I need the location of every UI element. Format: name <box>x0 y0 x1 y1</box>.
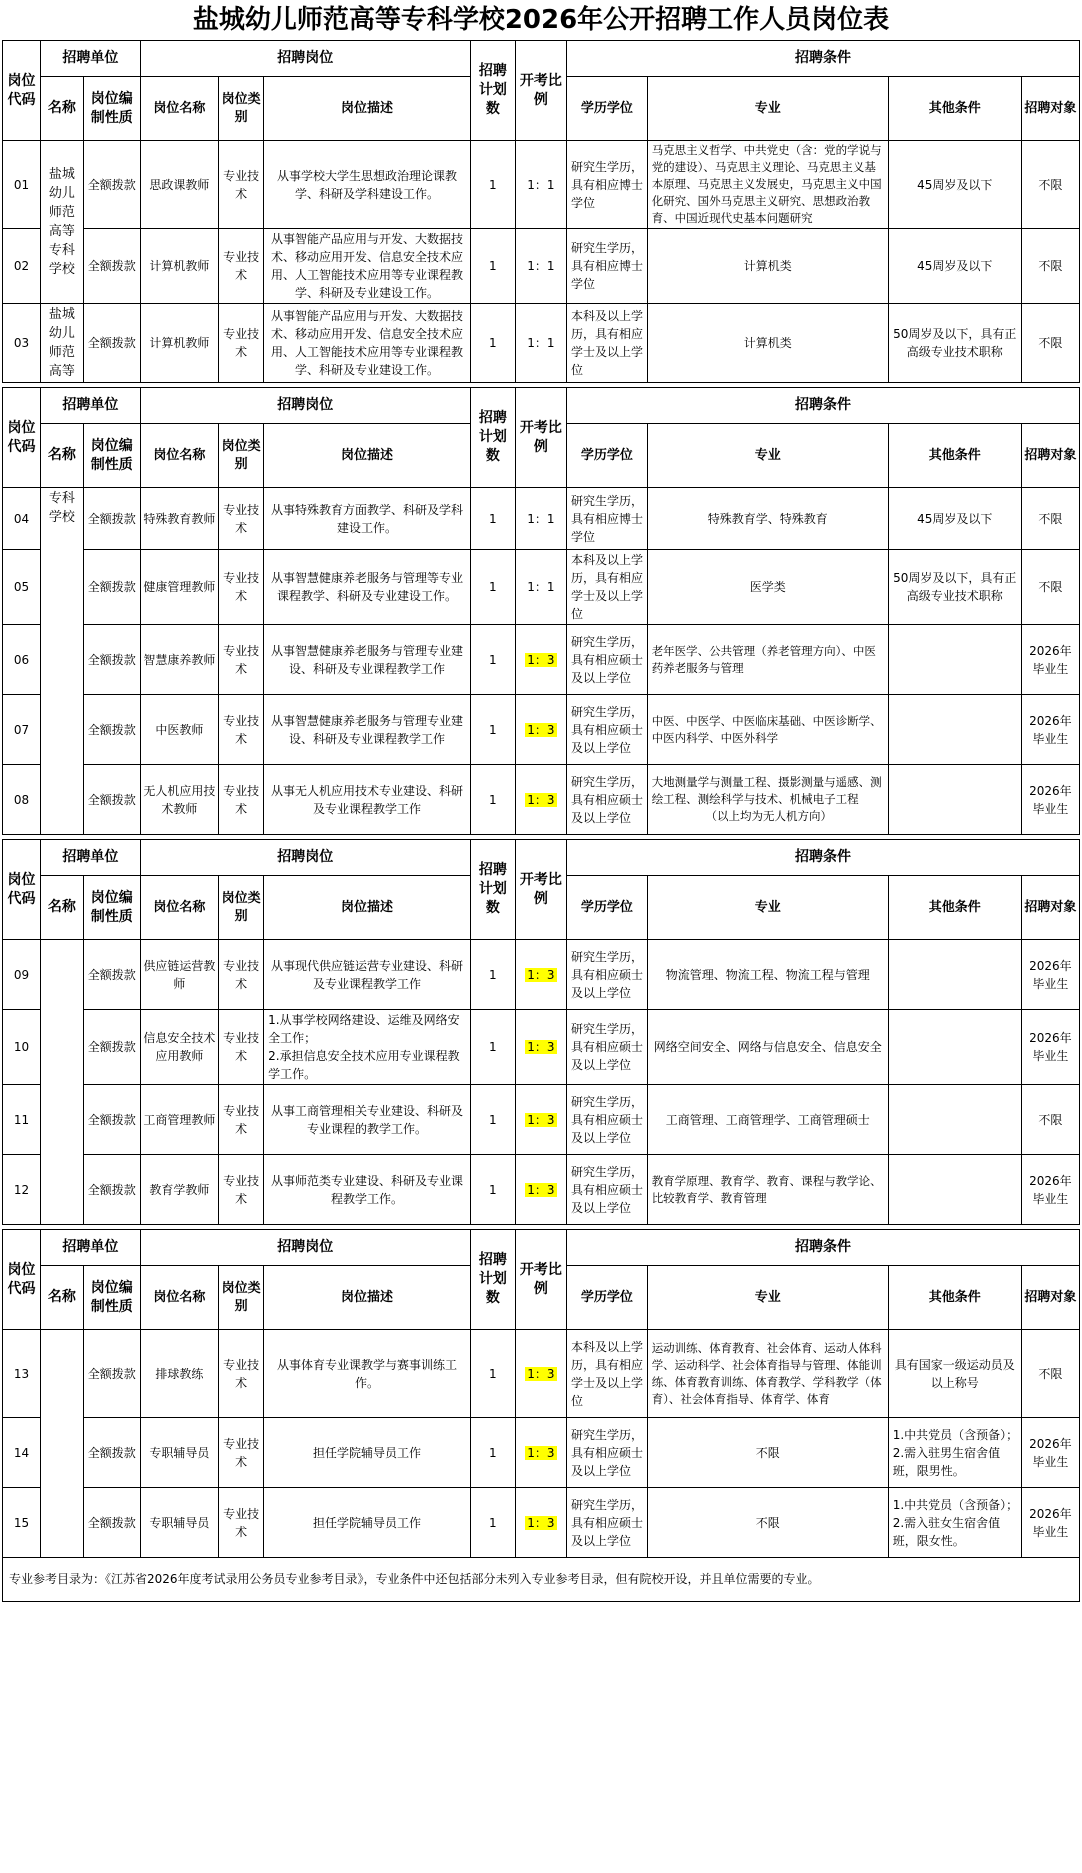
plan-count: 1 <box>470 550 515 625</box>
table-row <box>3 1330 1080 1418</box>
post-code: 02 <box>3 229 41 304</box>
plan-count: 1 <box>470 1085 515 1155</box>
col-header-unit: 招聘单位 <box>40 1230 140 1266</box>
post-description: 从事工商管理相关专业建设、科研及专业课程的教学工作。 <box>264 1085 471 1155</box>
unit-name: 盐城幼儿师范高等 <box>40 304 83 383</box>
col-header-conditions: 招聘条件 <box>566 388 1079 424</box>
post-nature: 全额拨款 <box>83 1330 140 1418</box>
post-code: 01 <box>3 141 41 229</box>
other-conditions: 45周岁及以下 <box>888 141 1021 229</box>
col-header-other: 其他条件 <box>888 424 1021 488</box>
exam-ratio-value: 1：3 <box>527 722 555 737</box>
recruit-target: 2026年毕业生 <box>1021 1010 1079 1085</box>
col-header-unit-name: 名称 <box>40 1266 83 1330</box>
other-conditions: 50周岁及以下，具有正高级专业技术职称 <box>888 304 1021 383</box>
post-type: 专业技术 <box>219 550 264 625</box>
col-header-other: 其他条件 <box>888 876 1021 940</box>
exam-ratio-value: 1：1 <box>527 259 555 273</box>
recruit-target: 不限 <box>1021 304 1079 383</box>
col-header-major: 专业 <box>647 876 888 940</box>
exam-ratio <box>515 488 566 550</box>
exam-ratio <box>515 940 566 1010</box>
post-nature: 全额拨款 <box>83 304 140 383</box>
post-code: 08 <box>3 765 41 835</box>
post-nature: 全额拨款 <box>83 141 140 229</box>
exam-ratio <box>515 1010 566 1085</box>
post-code: 13 <box>3 1330 41 1418</box>
exam-ratio <box>515 550 566 625</box>
major-requirement: 老年医学、公共管理（养老管理方向）、中医药养老服务与管理 <box>647 625 888 695</box>
post-type: 专业技术 <box>219 1010 264 1085</box>
post-type: 专业技术 <box>219 1488 264 1558</box>
post-nature: 全额拨款 <box>83 1155 140 1225</box>
col-header-education: 学历学位 <box>566 424 647 488</box>
col-header-education: 学历学位 <box>566 1266 647 1330</box>
col-header-post-desc: 岗位描述 <box>264 876 471 940</box>
recruit-target: 2026年毕业生 <box>1021 1155 1079 1225</box>
post-description: 从事特殊教育方面教学、科研及学科建设工作。 <box>264 488 471 550</box>
major-requirement: 马克思主义哲学、中共党史（含：党的学说与党的建设）、马克思主义理论、马克思主义基本原理、马克思主义发展史，马克思主义中国化研究、国外马克思主义研究、思想政治教育、中国近现代史基本问题研究 <box>647 141 888 229</box>
exam-ratio <box>515 1085 566 1155</box>
major-requirement: 运动训练、体育教育、社会体育、运动人体科学、运动科学、社会体育指导与管理、体能训练、体育教育训练、体育教学、学科教学（体育）、社会体育指导、体育学、体育 <box>647 1330 888 1418</box>
education-requirement: 研究生学历，具有相应硕士及以上学位 <box>566 625 647 695</box>
col-header-post-type: 岗位类别 <box>219 77 264 141</box>
col-header-code: 岗位代码 <box>3 840 41 940</box>
post-code: 05 <box>3 550 41 625</box>
exam-ratio-value: 1：3 <box>527 652 555 667</box>
col-header-post: 招聘岗位 <box>140 388 470 424</box>
post-code: 06 <box>3 625 41 695</box>
col-header-conditions: 招聘条件 <box>566 840 1079 876</box>
col-header-ratio: 开考比例 <box>515 840 566 940</box>
education-requirement: 研究生学历，具有相应博士学位 <box>566 488 647 550</box>
col-header-code: 岗位代码 <box>3 41 41 141</box>
post-description: 从事智能产品应用与开发、大数据技术、移动应用开发、信息安全技术应用、人工智能技术应用等专业课程教学、科研及专业建设工作。 <box>264 304 471 383</box>
exam-ratio <box>515 695 566 765</box>
plan-count: 1 <box>470 1418 515 1488</box>
post-description <box>264 1010 471 1085</box>
other-condition-line: 2.需入驻女生宿舍值班，限女性。 <box>892 1515 1001 1548</box>
plan-count: 1 <box>470 488 515 550</box>
col-header-code: 岗位代码 <box>3 1230 41 1330</box>
post-name: 特殊教育教师 <box>140 488 218 550</box>
col-header-target: 招聘对象 <box>1021 424 1079 488</box>
exam-ratio <box>515 1488 566 1558</box>
recruit-target: 不限 <box>1021 1085 1079 1155</box>
post-type: 专业技术 <box>219 1330 264 1418</box>
post-name: 智慧康养教师 <box>140 625 218 695</box>
post-description: 从事师范类专业建设、科研及专业课程教学工作。 <box>264 1155 471 1225</box>
post-type: 专业技术 <box>219 488 264 550</box>
post-name: 中医教师 <box>140 695 218 765</box>
exam-ratio-value: 1：3 <box>527 1040 555 1054</box>
exam-ratio <box>515 1330 566 1418</box>
col-header-unit-name: 名称 <box>40 876 83 940</box>
major-requirement <box>647 765 888 835</box>
post-description: 担任学院辅导员工作 <box>264 1488 471 1558</box>
education-requirement: 研究生学历，具有相应硕士及以上学位 <box>566 1155 647 1225</box>
post-type: 专业技术 <box>219 229 264 304</box>
plan-count: 1 <box>470 625 515 695</box>
major-requirement: 计算机类 <box>647 229 888 304</box>
col-header-ratio: 开考比例 <box>515 41 566 141</box>
education-requirement: 研究生学历，具有相应博士学位 <box>566 141 647 229</box>
plan-count: 1 <box>470 765 515 835</box>
col-header-target: 招聘对象 <box>1021 77 1079 141</box>
recruit-target: 不限 <box>1021 488 1079 550</box>
col-header-post-desc: 岗位描述 <box>264 1266 471 1330</box>
post-type: 专业技术 <box>219 1085 264 1155</box>
col-header-other: 其他条件 <box>888 77 1021 141</box>
post-type: 专业技术 <box>219 695 264 765</box>
other-conditions: 具有国家一级运动员及以上称号 <box>888 1330 1021 1418</box>
post-type: 专业技术 <box>219 141 264 229</box>
education-requirement: 研究生学历，具有相应硕士及以上学位 <box>566 940 647 1010</box>
col-header-post: 招聘岗位 <box>140 41 470 77</box>
post-nature: 全额拨款 <box>83 1488 140 1558</box>
education-requirement: 研究生学历，具有相应硕士及以上学位 <box>566 1085 647 1155</box>
major-requirement: 中医、中医学、中医临床基础、中医诊断学、中医内科学、中医外科学 <box>647 695 888 765</box>
exam-ratio-value: 1：3 <box>527 1445 555 1460</box>
col-header-post-type: 岗位类别 <box>219 424 264 488</box>
col-header-post: 招聘岗位 <box>140 1230 470 1266</box>
col-header-education: 学历学位 <box>566 77 647 141</box>
education-requirement: 研究生学历，具有相应硕士及以上学位 <box>566 765 647 835</box>
post-description: 从事体育专业课教学与赛事训练工作。 <box>264 1330 471 1418</box>
col-header-target: 招聘对象 <box>1021 1266 1079 1330</box>
post-description: 从事现代供应链运营专业建设、科研及专业课程教学工作 <box>264 940 471 1010</box>
col-header-unit-nature: 岗位编制性质 <box>83 424 140 488</box>
plan-count: 1 <box>470 940 515 1010</box>
post-nature: 全额拨款 <box>83 765 140 835</box>
col-header-unit: 招聘单位 <box>40 840 140 876</box>
post-type: 专业技术 <box>219 304 264 383</box>
col-header-ratio: 开考比例 <box>515 1230 566 1330</box>
col-header-conditions: 招聘条件 <box>566 1230 1079 1266</box>
post-nature: 全额拨款 <box>83 1085 140 1155</box>
table-row <box>3 765 1080 835</box>
col-header-plan: 招聘计划数 <box>470 1230 515 1330</box>
post-name: 工商管理教师 <box>140 1085 218 1155</box>
other-conditions <box>888 940 1021 1010</box>
recruit-target: 2026年毕业生 <box>1021 940 1079 1010</box>
exam-ratio-value: 1：3 <box>527 792 555 807</box>
other-conditions <box>888 695 1021 765</box>
unit-name <box>40 1330 83 1558</box>
table-row <box>3 229 1080 304</box>
col-header-conditions: 招聘条件 <box>566 41 1079 77</box>
col-header-unit-name: 名称 <box>40 77 83 141</box>
col-header-post-desc: 岗位描述 <box>264 77 471 141</box>
post-nature: 全额拨款 <box>83 1418 140 1488</box>
exam-ratio <box>515 625 566 695</box>
post-code: 12 <box>3 1155 41 1225</box>
education-requirement: 本科及以上学历，具有相应学士及以上学位 <box>566 304 647 383</box>
post-nature: 全额拨款 <box>83 550 140 625</box>
recruit-target: 2026年毕业生 <box>1021 1418 1079 1488</box>
recruit-target: 2026年毕业生 <box>1021 625 1079 695</box>
footer-note: 专业参考目录为：《江苏省2026年度考试录用公务员专业参考目录》，专业条件中还包括部分未列入专业参考目录，但有院校开设，并且单位需要的专业。 <box>2 1558 1080 1602</box>
col-header-plan: 招聘计划数 <box>470 388 515 488</box>
exam-ratio-value: 1：3 <box>527 967 555 982</box>
table-row <box>3 1418 1080 1488</box>
col-header-plan: 招聘计划数 <box>470 41 515 141</box>
exam-ratio-value: 1：1 <box>527 580 555 594</box>
recruit-target: 不限 <box>1021 229 1079 304</box>
col-header-education: 学历学位 <box>566 876 647 940</box>
table-row <box>3 1155 1080 1225</box>
other-conditions <box>888 765 1021 835</box>
post-nature: 全额拨款 <box>83 695 140 765</box>
education-requirement: 研究生学历，具有相应博士学位 <box>566 229 647 304</box>
recruit-target: 不限 <box>1021 1330 1079 1418</box>
major-requirement: 计算机类 <box>647 304 888 383</box>
post-name: 排球教练 <box>140 1330 218 1418</box>
col-header-post-type: 岗位类别 <box>219 1266 264 1330</box>
exam-ratio-value: 1：3 <box>527 1366 555 1381</box>
major-requirement: 物流管理、物流工程、物流工程与管理 <box>647 940 888 1010</box>
post-name: 供应链运营教师 <box>140 940 218 1010</box>
col-header-post: 招聘岗位 <box>140 840 470 876</box>
other-conditions <box>888 1010 1021 1085</box>
col-header-unit-nature: 岗位编制性质 <box>83 1266 140 1330</box>
table-row <box>3 1010 1080 1085</box>
col-header-post-name: 岗位名称 <box>140 77 218 141</box>
exam-ratio-value: 1：3 <box>527 1515 555 1530</box>
col-header-post-name: 岗位名称 <box>140 876 218 940</box>
other-condition-line: 1.中共党员（含预备）； <box>892 1497 1019 1512</box>
post-type: 专业技术 <box>219 1155 264 1225</box>
post-nature: 全额拨款 <box>83 488 140 550</box>
unit-name: 专科学校 <box>40 488 83 835</box>
post-description: 从事智慧健康养老服务与管理等专业课程教学、科研及专业建设工作。 <box>264 550 471 625</box>
table-row <box>3 940 1080 1010</box>
post-code: 11 <box>3 1085 41 1155</box>
post-description: 从事无人机应用技术专业建设、科研及专业课程教学工作 <box>264 765 471 835</box>
post-type: 专业技术 <box>219 940 264 1010</box>
education-requirement: 研究生学历，具有相应硕士及以上学位 <box>566 1488 647 1558</box>
post-description-line: 2.承担信息安全技术应用专业课程教学工作。 <box>268 1049 460 1081</box>
education-requirement: 研究生学历，具有相应硕士及以上学位 <box>566 1010 647 1085</box>
col-header-post-type: 岗位类别 <box>219 876 264 940</box>
post-description-line: 1.从事学校网络建设、运维及网络安全工作； <box>268 1013 460 1045</box>
exam-ratio <box>515 141 566 229</box>
table-row <box>3 695 1080 765</box>
other-condition-line: 2.需入驻男生宿舍值班，限男性。 <box>892 1445 1001 1478</box>
plan-count: 1 <box>470 1488 515 1558</box>
post-code: 04 <box>3 488 41 550</box>
post-nature: 全额拨款 <box>83 940 140 1010</box>
major-requirement: 网络空间安全、网络与信息安全、信息安全 <box>647 1010 888 1085</box>
post-name: 无人机应用技术教师 <box>140 765 218 835</box>
col-header-post-desc: 岗位描述 <box>264 424 471 488</box>
table-row <box>3 1488 1080 1558</box>
post-description: 从事智能产品应用与开发、大数据技术、移动应用开发、信息安全技术应用、人工智能技术应用等专业课程教学、科研及专业建设工作。 <box>264 229 471 304</box>
col-header-post-name: 岗位名称 <box>140 1266 218 1330</box>
post-description: 担任学院辅导员工作 <box>264 1418 471 1488</box>
other-condition-line: 1.中共党员（含预备）； <box>892 1427 1019 1442</box>
post-nature: 全额拨款 <box>83 625 140 695</box>
recruit-target: 不限 <box>1021 141 1079 229</box>
major-requirement: 不限 <box>647 1488 888 1558</box>
exam-ratio <box>515 1418 566 1488</box>
col-header-unit-name: 名称 <box>40 424 83 488</box>
other-conditions <box>888 1488 1021 1558</box>
education-requirement: 研究生学历，具有相应硕士及以上学位 <box>566 695 647 765</box>
exam-ratio <box>515 765 566 835</box>
exam-ratio-value: 1：1 <box>527 177 555 192</box>
post-nature: 全额拨款 <box>83 229 140 304</box>
plan-count: 1 <box>470 1010 515 1085</box>
post-code: 07 <box>3 695 41 765</box>
exam-ratio <box>515 229 566 304</box>
plan-count: 1 <box>470 304 515 383</box>
unit-name <box>40 940 83 1225</box>
other-conditions <box>888 1085 1021 1155</box>
post-description: 从事智慧健康养老服务与管理专业建设、科研及专业课程教学工作 <box>264 695 471 765</box>
table-row <box>3 550 1080 625</box>
post-code: 14 <box>3 1418 41 1488</box>
col-header-plan: 招聘计划数 <box>470 840 515 940</box>
post-name: 教育学教师 <box>140 1155 218 1225</box>
other-conditions: 45周岁及以下 <box>888 488 1021 550</box>
recruit-target: 不限 <box>1021 550 1079 625</box>
table-row <box>3 625 1080 695</box>
education-requirement: 本科及以上学历，具有相应学士及以上学位 <box>566 550 647 625</box>
exam-ratio-value: 1：1 <box>527 511 555 526</box>
table-row <box>3 1085 1080 1155</box>
col-header-post-name: 岗位名称 <box>140 424 218 488</box>
post-code: 10 <box>3 1010 41 1085</box>
major-requirement: 医学类 <box>647 550 888 625</box>
education-requirement: 研究生学历，具有相应硕士及以上学位 <box>566 1418 647 1488</box>
plan-count: 1 <box>470 695 515 765</box>
col-header-major: 专业 <box>647 1266 888 1330</box>
col-header-unit: 招聘单位 <box>40 41 140 77</box>
post-name: 信息安全技术应用教师 <box>140 1010 218 1085</box>
post-type: 专业技术 <box>219 765 264 835</box>
plan-count: 1 <box>470 1330 515 1418</box>
major-requirement: 工商管理、工商管理学、工商管理硕士 <box>647 1085 888 1155</box>
other-conditions <box>888 1155 1021 1225</box>
post-name: 思政课教师 <box>140 141 218 229</box>
post-name: 专职辅导员 <box>140 1488 218 1558</box>
unit-name: 盐城幼儿师范高等专科学校 <box>40 141 83 304</box>
col-header-other: 其他条件 <box>888 1266 1021 1330</box>
col-header-unit-nature: 岗位编制性质 <box>83 77 140 141</box>
table-row <box>3 488 1080 550</box>
exam-ratio-value: 1：1 <box>527 336 555 350</box>
other-conditions <box>888 625 1021 695</box>
post-name: 健康管理教师 <box>140 550 218 625</box>
post-code: 03 <box>3 304 41 383</box>
exam-ratio-value: 1：3 <box>527 1112 555 1127</box>
exam-ratio <box>515 1155 566 1225</box>
recruit-target: 2026年毕业生 <box>1021 1488 1079 1558</box>
major-list: 大地测量学与测量工程、摄影测量与遥感、测绘工程、测绘科学与技术、机械电子工程 <box>651 775 882 806</box>
major-note: （以上均为无人机方向） <box>705 809 832 823</box>
post-name: 计算机教师 <box>140 229 218 304</box>
plan-count: 1 <box>470 1155 515 1225</box>
col-header-unit: 招聘单位 <box>40 388 140 424</box>
plan-count: 1 <box>470 141 515 229</box>
recruitment-table <box>2 40 1080 1558</box>
major-requirement: 教育学原理、教育学、教育、课程与教学论、比较教育学、教育管理 <box>647 1155 888 1225</box>
recruit-target: 2026年毕业生 <box>1021 695 1079 765</box>
post-code: 09 <box>3 940 41 1010</box>
post-code: 15 <box>3 1488 41 1558</box>
major-requirement: 特殊教育学、特殊教育 <box>647 488 888 550</box>
col-header-target: 招聘对象 <box>1021 876 1079 940</box>
col-header-ratio: 开考比例 <box>515 388 566 488</box>
other-conditions <box>888 1418 1021 1488</box>
table-row <box>3 304 1080 383</box>
other-conditions: 50周岁及以下，具有正高级专业技术职称 <box>888 550 1021 625</box>
col-header-code: 岗位代码 <box>3 388 41 488</box>
col-header-major: 专业 <box>647 424 888 488</box>
education-requirement: 本科及以上学历，具有相应学士及以上学位 <box>566 1330 647 1418</box>
exam-ratio <box>515 304 566 383</box>
page-title: 盐城幼儿师范高等专科学校2026年公开招聘工作人员岗位表 <box>192 5 890 35</box>
post-nature: 全额拨款 <box>83 1010 140 1085</box>
exam-ratio-value: 1：3 <box>527 1182 555 1197</box>
major-requirement: 不限 <box>647 1418 888 1488</box>
post-name: 计算机教师 <box>140 304 218 383</box>
table-row <box>3 141 1080 229</box>
plan-count: 1 <box>470 229 515 304</box>
post-name: 专职辅导员 <box>140 1418 218 1488</box>
col-header-unit-nature: 岗位编制性质 <box>83 876 140 940</box>
post-type: 专业技术 <box>219 625 264 695</box>
col-header-major: 专业 <box>647 77 888 141</box>
other-conditions: 45周岁及以下 <box>888 229 1021 304</box>
post-description: 从事学校大学生思想政治理论课教学、科研及学科建设工作。 <box>264 141 471 229</box>
recruit-target: 2026年毕业生 <box>1021 765 1079 835</box>
post-type: 专业技术 <box>219 1418 264 1488</box>
post-description: 从事智慧健康养老服务与管理专业建设、科研及专业课程教学工作 <box>264 625 471 695</box>
